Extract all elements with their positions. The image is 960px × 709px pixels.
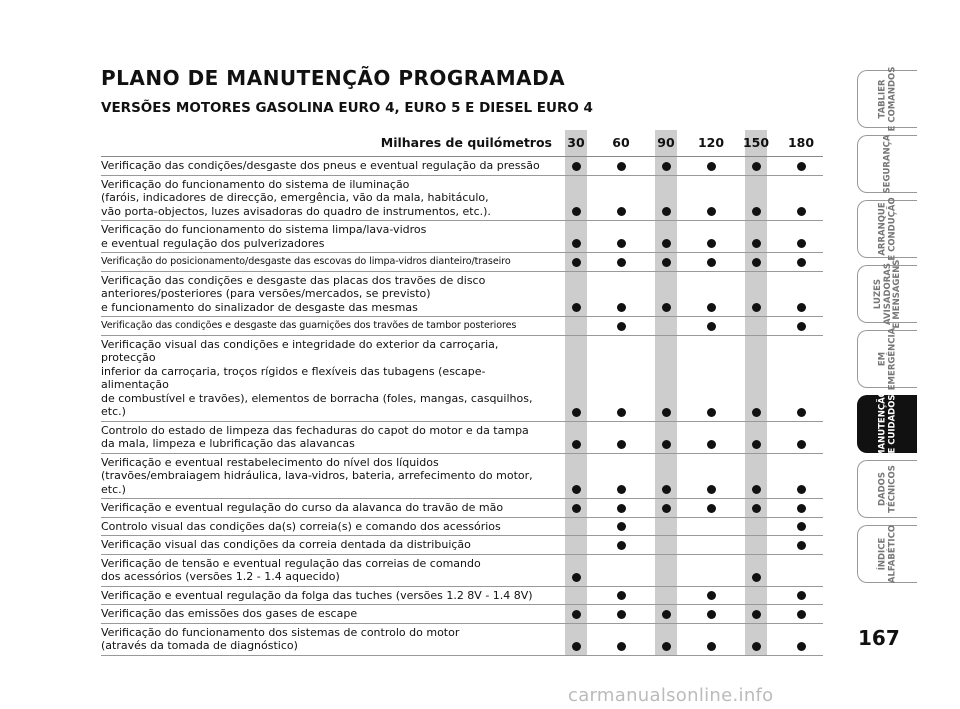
- maintenance-dot-120: [707, 440, 716, 449]
- table-row: [101, 454, 823, 500]
- table-row: [101, 624, 823, 656]
- maintenance-dot-180: [797, 239, 806, 248]
- maintenance-dot-150: [752, 440, 761, 449]
- maintenance-dot-180: [797, 258, 806, 267]
- chapter-tab[interactable]: [857, 66, 917, 132]
- maintenance-dot-60: [617, 642, 626, 651]
- table-row: [101, 317, 823, 336]
- maintenance-dot-150: [752, 573, 761, 582]
- table-row: [101, 518, 823, 537]
- row-description: Verificação do posicionamento/desgaste das escovas do limpa-vidros dianteiro/traseiro: [101, 256, 511, 267]
- chapter-tab-label: EM EMERGÊNCIA: [877, 327, 897, 391]
- table-row: [101, 336, 823, 422]
- maintenance-dot-90: [662, 258, 671, 267]
- maintenance-dot-180: [797, 504, 806, 513]
- maintenance-dot-120: [707, 207, 716, 216]
- chapter-tab[interactable]: [857, 390, 917, 458]
- maintenance-dot-120: [707, 239, 716, 248]
- maintenance-dot-120: [707, 591, 716, 600]
- maintenance-dot-30: [572, 485, 581, 494]
- maintenance-dot-180: [797, 303, 806, 312]
- maintenance-dot-30: [572, 642, 581, 651]
- table-row: [101, 272, 823, 318]
- row-description: Verificação e eventual regulação do curso da alavanca do travão de mão: [101, 501, 504, 514]
- maintenance-dot-90: [662, 239, 671, 248]
- row-description: Verificação de tensão e eventual regulação das correias de comando dos acessórios (versões 1.2 - 1.4 aquecido): [101, 556, 481, 583]
- maintenance-dot-90: [662, 610, 671, 619]
- row-description: Verificação visual das condições e integridade do exterior da carroçaria, protecção inferior da carroçaria, troços rígidos e flexíveis das tubagens (escape-alimentação de combustível e travões), elementos de borracha (foles, mangas, casquilhos, etc.): [101, 337, 533, 418]
- row-description: Verificação e eventual restabelecimento do nível dos líquidos (travões/embraiagem hidráulica, lava-vidros, bateria, arrefecimento do motor, etc.): [101, 455, 533, 496]
- maintenance-table: [101, 130, 823, 656]
- maintenance-dot-120: [707, 408, 716, 417]
- maintenance-dot-90: [662, 504, 671, 513]
- chapter-tab[interactable]: [857, 525, 917, 583]
- maintenance-dot-150: [752, 207, 761, 216]
- chapter-tab-label: ARRANQUE E CONDUÇÃO: [877, 197, 897, 261]
- maintenance-dot-180: [797, 522, 806, 531]
- maintenance-dot-180: [797, 591, 806, 600]
- maintenance-dot-180: [797, 610, 806, 619]
- maintenance-dot-30: [572, 207, 581, 216]
- maintenance-dot-180: [797, 642, 806, 651]
- maintenance-dot-180: [797, 162, 806, 171]
- chapter-tab[interactable]: [857, 135, 917, 193]
- column-header-30: 30: [567, 135, 585, 150]
- maintenance-dot-180: [797, 541, 806, 550]
- maintenance-dot-120: [707, 504, 716, 513]
- chapter-tab[interactable]: [857, 259, 917, 329]
- maintenance-dot-60: [617, 239, 626, 248]
- row-description: Verificação das condições e desgaste das placas dos travões de disco anteriores/posteriores (para versões/mercados, se previsto) e funcionamento do sinalizador de desgaste das mesmas: [101, 273, 486, 314]
- maintenance-dot-150: [752, 610, 761, 619]
- row-description: Verificação das condições e desgaste das guarnições dos travões de tambor posteriores: [101, 320, 517, 331]
- chapter-tab[interactable]: [857, 197, 917, 261]
- maintenance-dot-30: [572, 573, 581, 582]
- maintenance-dot-120: [707, 303, 716, 312]
- maintenance-dot-30: [572, 258, 581, 267]
- maintenance-dot-150: [752, 162, 761, 171]
- maintenance-dot-90: [662, 440, 671, 449]
- page-number: 167: [858, 626, 900, 650]
- maintenance-dot-90: [662, 162, 671, 171]
- maintenance-dot-120: [707, 162, 716, 171]
- maintenance-dot-90: [662, 408, 671, 417]
- maintenance-dot-180: [797, 207, 806, 216]
- chapter-tab-label: MANUTENÇÃO E CUIDADOS: [877, 390, 897, 458]
- maintenance-dot-30: [572, 408, 581, 417]
- maintenance-dot-60: [617, 322, 626, 331]
- maintenance-dot-60: [617, 485, 626, 494]
- maintenance-dot-120: [707, 485, 716, 494]
- chapter-tab-label: SEGURANÇA: [881, 134, 892, 194]
- chapter-tab-label: TABLIER E COMANDOS: [877, 66, 897, 132]
- chapter-tab[interactable]: [857, 460, 917, 518]
- table-row: [101, 587, 823, 606]
- maintenance-dot-30: [572, 610, 581, 619]
- row-description: Verificação das condições/desgaste dos pneus e eventual regulação da pressão: [101, 159, 540, 172]
- row-description: Verificação visual das condições da correia dentada da distribuição: [101, 538, 471, 551]
- table-header: [101, 130, 823, 157]
- maintenance-dot-180: [797, 440, 806, 449]
- maintenance-dot-60: [617, 408, 626, 417]
- chapter-tab[interactable]: [857, 327, 917, 391]
- maintenance-dot-150: [752, 504, 761, 513]
- maintenance-dot-180: [797, 408, 806, 417]
- table-row: [101, 499, 823, 518]
- table-row: [101, 221, 823, 253]
- maintenance-dot-150: [752, 239, 761, 248]
- row-description: Verificação do funcionamento do sistema de iluminação (faróis, indicadores de direcção, emergência, vão da mala, habitáculo, vão porta-objectos, luzes avisadoras do quadro de instrumentos, etc.).: [101, 177, 491, 218]
- maintenance-dot-60: [617, 258, 626, 267]
- column-header-90: 90: [657, 135, 675, 150]
- maintenance-dot-30: [572, 162, 581, 171]
- column-header-150: 150: [742, 135, 770, 150]
- maintenance-dot-60: [617, 591, 626, 600]
- maintenance-dot-90: [662, 485, 671, 494]
- row-description: Verificação e eventual regulação da folga das tuches (versões 1.2 8V - 1.4 8V): [101, 588, 533, 602]
- table-row: [101, 176, 823, 222]
- column-header-120: 120: [697, 135, 725, 150]
- table-row: [101, 555, 823, 587]
- maintenance-dot-30: [572, 239, 581, 248]
- table-row: [101, 253, 823, 272]
- column-header-60: 60: [612, 135, 630, 150]
- maintenance-dot-30: [572, 440, 581, 449]
- maintenance-dot-90: [662, 303, 671, 312]
- maintenance-dot-150: [752, 485, 761, 494]
- row-description: Verificação do funcionamento dos sistemas de controlo do motor (através da tomada de diagnóstico): [101, 625, 460, 652]
- maintenance-dot-60: [617, 303, 626, 312]
- table-row: [101, 536, 823, 555]
- page-title: PLANO DE MANUTENÇÃO PROGRAMADA: [101, 66, 566, 90]
- watermark: carmanualsonline.info: [568, 685, 774, 706]
- maintenance-dot-90: [662, 207, 671, 216]
- column-header-180: 180: [787, 135, 815, 150]
- chapter-tab-label: LUZES AVISADORAS E MENSAGENS: [872, 259, 902, 329]
- column-unit-label: Milhares de quilómetros: [380, 135, 552, 150]
- maintenance-dot-60: [617, 440, 626, 449]
- maintenance-dot-60: [617, 162, 626, 171]
- maintenance-dot-150: [752, 642, 761, 651]
- table-row: [101, 605, 823, 624]
- maintenance-dot-120: [707, 610, 716, 619]
- maintenance-dot-60: [617, 207, 626, 216]
- table-row: [101, 157, 823, 176]
- maintenance-dot-120: [707, 322, 716, 331]
- maintenance-dot-60: [617, 504, 626, 513]
- row-description: Controlo do estado de limpeza das fechaduras do capot do motor e da tampa da mala, limpeza e lubrificação das alavancas: [101, 423, 529, 450]
- maintenance-dot-90: [662, 642, 671, 651]
- maintenance-dot-30: [572, 504, 581, 513]
- maintenance-dot-150: [752, 408, 761, 417]
- maintenance-dot-60: [617, 541, 626, 550]
- row-description: Verificação das emissões dos gases de escape: [101, 607, 358, 620]
- maintenance-dot-30: [572, 303, 581, 312]
- row-description: Controlo visual das condições da(s) correia(s) e comando dos acessórios: [101, 519, 501, 533]
- chapter-tab-label: ÍNDICE ALFABÉTICO: [877, 524, 897, 584]
- chapter-tab-label: DADOS TÉCNICOS: [877, 465, 897, 513]
- maintenance-dot-180: [797, 322, 806, 331]
- maintenance-dot-120: [707, 642, 716, 651]
- row-description: Verificação do funcionamento do sistema limpa/lava-vidros e eventual regulação dos pulverizadores: [101, 223, 427, 250]
- maintenance-dot-120: [707, 258, 716, 267]
- maintenance-dot-180: [797, 485, 806, 494]
- maintenance-dot-150: [752, 303, 761, 312]
- table-row: [101, 422, 823, 454]
- page-subtitle: VERSÕES MOTORES GASOLINA EURO 4, EURO 5 E DIESEL EURO 4: [101, 100, 593, 116]
- maintenance-dot-60: [617, 522, 626, 531]
- maintenance-dot-60: [617, 610, 626, 619]
- maintenance-dot-150: [752, 258, 761, 267]
